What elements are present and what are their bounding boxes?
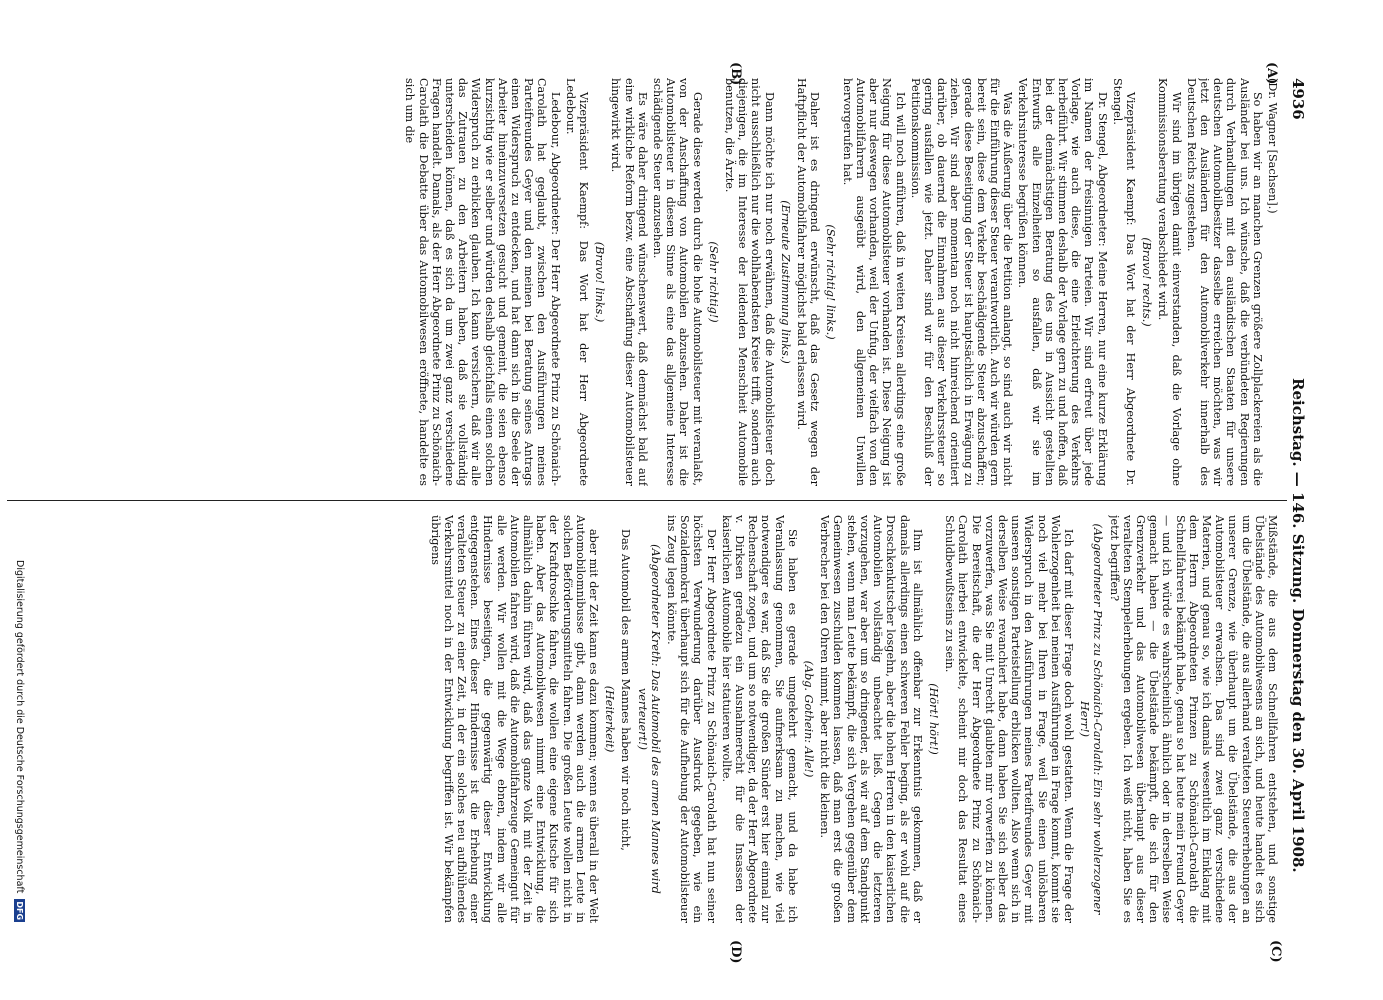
paragraph: Der Herr Abgeordnete Prinz zu Schönaich-Carolath hat nun seiner höchsten Verwunderung darüber Ausdruck gegeben, wie ein Sozialdemokrat überhaupt sich für die Aufhebung der Automobilsteuer ins Zeug legen könnte. [665, 515, 718, 923]
interjection: (Heiterkeit) [603, 685, 617, 753]
paragraph: Wir sind im übrigen damit einverstanden, daß die Vorlage ohne Kommissionsberatung verabschiedet wird. [1156, 78, 1183, 486]
interjection: (Abgeordneter Prinz zu Schönaich-Carolath: Ein sehr wohlerzogener Herr!) [1078, 523, 1105, 915]
paragraph: Das Automobil des armen Mannes haben wir noch nicht, [619, 529, 633, 851]
footer-text: Digitalisierung gefördert durch die Deutsche Forschungsgemeinschaft [14, 560, 25, 894]
interjection: (Sehr richtig!) [706, 241, 720, 323]
left-column [4, 78, 1279, 486]
paragraph: Was die Äußerung über die Petition anlangt, so sind auch wir nicht für die Einführung dieser Steuer verantwortlich. Auch wir würden gern bereit sein, diese dem Verkehr beschädigende Steuer abzuschaffen; gerade diese Beseitigung der Steuer ist hauptsächlich in Erwägung zu ziehen. Wir sind aber momentan noch nicht hinreichend orientiert darüber, ob dauernd die Einnahmen aus dieser Verkehrssteuer so gering ausfallen wie jetzt. Daher sind wir für den Beschluß der Petitionskommission. [908, 78, 1015, 486]
paragraph: Dann möchte ich nur noch erwähnen, daß die Automobilsteuer doch nicht ausschließlich nur die wohlhabendsten Kreise trifft, sondern auch diejenigen, die im Interesse der leidenden Menschheit Automobile benutzen, die Ärzte. [723, 78, 776, 486]
paragraph: (Dr. Wagner [Sachsen].) [1266, 78, 1279, 214]
margin-marker-a: (A) [1264, 62, 1279, 85]
interjection: (Bravo! rechts.) [1140, 237, 1154, 327]
paragraph: Gerade diese werden durch die hohe Automobilsteuer mit veranlaßt, von der Anschaffung von Automobilen abzusehen. Daher ist die Automobilsteuer in diesem Sinne als eine das allgemeine Interesse schädigende Steuer anzusehen. [651, 78, 704, 486]
interjection: (Sehr richtig! links.) [824, 224, 838, 340]
footer-credit [7, 560, 25, 990]
paragraph: Ihm ist allmählich offenbar zur Erkenntnis gekommen, daß er damals allerdings einen schweren Fehler beging, als er wohl auf die Droschkenkutscher losgehn, aber die hohen Herren in den kaiserlichen Automobilen vollständig unbeachtet ließ. Gegen die letzteren vorzugehen, war aber um so dringender, als wir auf dem Standpunkt stehen, wenn man Leute bekämpft, die sich Vergehen gegenüber dem Gemeinwesen zuschulden kommen lassen, daß man erst die großen Verbrecher bei den Ohren nimmt, aber nicht die kleinen. [818, 515, 924, 923]
paragraph: Daher ist es dringend erwünscht, daß das Gesetz wegen der Haftpflicht der Automobilfahrer möglichst bald erlassen wird. [795, 78, 822, 486]
page-number: 4936 [1289, 78, 1307, 120]
paragraph: Ich will noch anführen, daß in weiten Kreisen allerdings eine große Neigung für diese Automobilsteuer vorhanden ist. Diese Neigung ist aber nur deswegen vorhanden, weil der Unfug, der vielfach von den Automobilfahrern ausgeübt wird, den allgemeinen Unwillen hervorgerufen hat. [840, 78, 907, 486]
paragraph: Ich darf mit dieser Frage doch wohl gestatten. Wenn die Frage der Wohlerzogenheit bei meinen Ausführungen in Frage kommt, kommt sie noch viel mehr bei Ihren in Frage, weil Sie einen unlösbaren Widerspruch in den Ausführungen meines Parteifreundes Geyer mit unseren sonstigen Parteistellung erblicken wollten. Also wenn sich in derselben Weise revanchiert habe, dann haben Sie sich selber das vorzuwerfen, was Sie mit Unrecht glaubten mir vorwerfen zu können. Die Bereitschaft, die der Herr Abgeordnete Prinz zu Schönaich-Carolath hierbei entwickelte, scheint mir doch das Resultat eines Schuldbewußtseins zu sein. [943, 515, 1075, 923]
paragraph: Sie haben es gerade umgekehrt gemacht, und da habe ich Veranlassung genommen, Sie aufmerksam zu machen, wie viel notwendiger es war, daß Sie die großen Sünder erst hier einmal zur Rechenschaft zogen, und um so notwendiger, da der Herr Abgeordnete v. Dirksen geradezu ein Ausnahmerecht für die Insassen der kaiserlichen Automobile hier statuieren wollte. [719, 515, 799, 923]
right-column [4, 515, 1279, 923]
interjection: (Bravo! links.) [593, 241, 607, 323]
paragraph: Vizepräsident Kaempf: Das Wort hat der Herr Abgeordnete Ledebour. [563, 78, 591, 486]
paragraph: Vizepräsident Kaempf: Das Wort hat der Herr Abgeordnete Dr. Stengel. [1110, 78, 1137, 486]
margin-marker-d: (D) [728, 940, 743, 964]
interjection: (Hört! hört!) [926, 683, 940, 755]
paragraph: So haben wir an manchen Grenzen größere Zollplackereien als die Ausländer bei uns. Ich wünsche, daß die verbündeten Regierungen durch Verhandlungen mit den ausländischen Staaten für unsere deutschen Automobilbesitzer dasselbe erreichen möchten, was wir jetzt den Ausländern für den Automobilverkehr innerhalb des Deutschen Reichs zugestehen. [1184, 78, 1264, 486]
paragraph: Es wäre daher dringend wünschenswert, daß demnächst bald auf eine wirkliche Reform bezw. eine Abschaffung dieser Automobilsteuer hingewirkt wird. [609, 78, 649, 486]
paragraph: aber mit der Zeit kann es dazu kommen; wenn es überall in der Welt Automobilomnibusse gibt, dann werden auch die armen Leute in solchen Beförderungsmitteln fahren. Die großen Leute wollen nicht in der Kraftdroschke fahren, die wollen eine eigene Kutsche für sich haben. Aber das Automobilwesen nimmt eine Entwicklung, die allmählich dahin führen wird, daß das ganze Volk mit der Zeit in Automobilen fahren wird, daß die Automobilfahrzeuge Gemeingut für alle werden. Wir wollen mit die Wege ebnen, indem wir alle Hindernisse beseitigen, die gegenwärtig dieser Entwicklung entgegenstehen. Eines dieser Hindernisse ist die Erhebung einer veralteten Steuer zu einer Zeit, in der ein solches neu aufblühendes Verkehrsmittel noch in der Entwicklung begriffen ist. Wir bekämpfen übrigens [428, 515, 601, 923]
interjection: (Abg. Gothein: Alle!) [802, 660, 816, 778]
page-header [1285, 78, 1307, 938]
header-title: Reichstag. — 146. Sitzung. Donnerstag den 30. April 1908. [1289, 378, 1307, 873]
margin-marker-c: (C) [1268, 940, 1283, 963]
dfg-logo: DFG [15, 901, 24, 921]
interjection: (Abgeordneter Kreth: Das Automobil des armen Mannes wird verteuert!) [635, 544, 662, 894]
paragraph: Ledebour, Abgeordneter: Der Herr Abgeordnete Prinz zu Schönaich-Carolath hat geglaubt, zwischen den Ausführungen meines Parteifreundes Geyer und den meinen bei Beratung seines Antrags einen Widerspruch zu entdecken, und hat dann sich in die Seele der Arbeiter hineinzuversetzen gesucht und gemeint, die seien ebenso kurzsichtig wie er selber und würden deshalb gleichfalls einen solchen Widerspruch zu erblicken glauben. Ich kann versichern, daß wir alle das Zutrauen zu den Arbeitern haben, daß sie vollständig unterscheiden können, daß es sich da um zwei ganz verschiedene Fragen handelt. Damals, als der Herr Abgeordnete Prinz zu Schönaich-Carolath die Debatte über das Automobilwesen eröffnete, handelte es sich um die [403, 78, 562, 486]
interjection: (Erneute Zustimmung links.) [778, 200, 792, 364]
margin-marker-b: (B) [728, 62, 743, 86]
column-divider [7, 500, 1287, 501]
paragraph: Dr. Stengel, Abgeordneter: Meine Herren, nur eine kurze Erklärung im Namen der freisinnigen Parteien. Wir sind erfreut über jede Vorlage, wie auch diese, die eine Erleichterung des Verkehrs herbeiführt. Wir stimmen deshalb der Vorlage gern zu und hoffen, daß bei der demnächstigen Beratung des uns in Aussicht gestellten Entwurfs alle Einzelheiten so ausfallen, daß wir sie im Verkehrsinteresse begrüßen können. [1016, 78, 1109, 486]
paragraph: Mißstände, die aus dem Schnellfahren entstehen, und sonstige Übelstände des Automobilwesens an sich, und heute handelt es sich um die Übelstände, die aus allerhand veralteten Steuererhebungen an unserer Grenze, wie überhaupt um die Übelstände, die aus der Automobilsteuer erwachsen. Das sind zwei ganz verschiedene Materien, und genau so, wie ich damals wesentlich im Einklang mit dem Herrn Abgeordneten Prinzen zu Schönaich-Carolath die Schnellfahrerei bekämpft habe, genau so hat heute mein Freund Geyer — und ich würde es wahrscheinlich ähnlich oder in derselben Weise gemacht haben — die Übelstände bekämpft, die sich für den Grenzverkehr und das Automobilwesen überhaupt aus dieser veralteten Stempelerhebungen ergeben. Ich weiß nicht, haben Sie es jetzt begriffen? [1107, 515, 1279, 923]
